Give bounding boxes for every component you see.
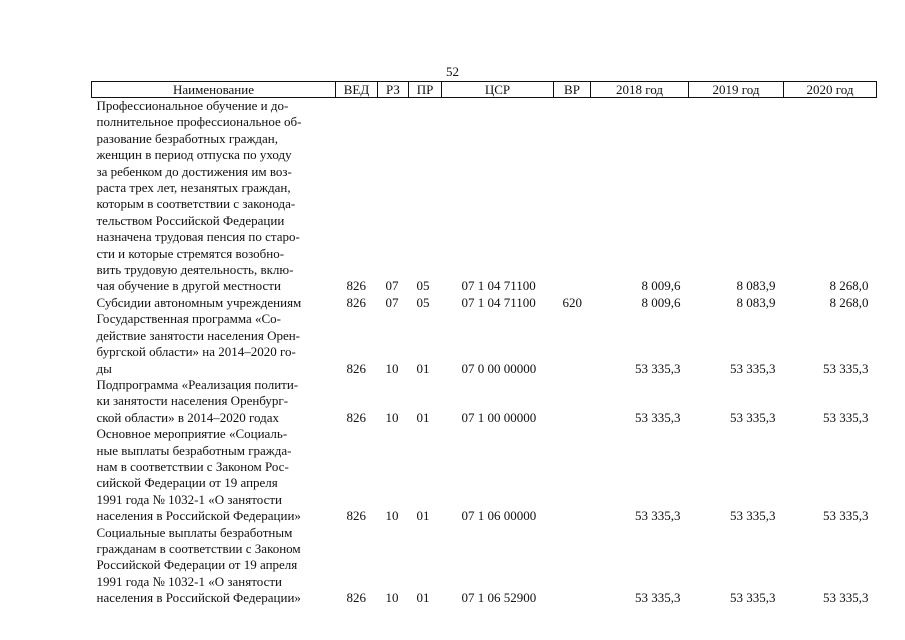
row-name <box>92 295 336 311</box>
cell-y2020: 53 335,3 <box>823 409 869 425</box>
page-number: 52 <box>446 64 459 79</box>
cell-vr <box>554 525 591 607</box>
row-name-line: Российской Федерации от 19 апреля <box>96 557 298 573</box>
cell-pr: 01 <box>416 360 430 376</box>
cell-rz: 10 <box>385 508 399 524</box>
row-name <box>92 426 336 524</box>
row-name-line: раста трех лет, незанятых граждан, <box>96 180 291 196</box>
cell-pr: 01 <box>416 409 430 425</box>
table-row <box>92 295 877 311</box>
cell-y2020: 8 268,0 <box>829 278 869 294</box>
cell-rz: 10 <box>385 409 399 425</box>
cell-y2018: 53 335,3 <box>635 590 681 606</box>
header-2019: 2019 год <box>689 82 784 98</box>
cell-y2019: 8 083,9 <box>736 278 776 294</box>
table-header <box>92 82 877 98</box>
cell-csr: 07 1 06 52900 <box>461 590 537 606</box>
cell-y2020: 53 335,3 <box>823 508 869 524</box>
header-pr: ПР <box>409 82 442 98</box>
table-body <box>92 98 877 607</box>
cell-vr <box>554 311 591 377</box>
cell-y2019: 53 335,3 <box>730 409 776 425</box>
cell-y2018: 53 335,3 <box>635 409 681 425</box>
row-name-line: полнительное профессиональное об- <box>96 114 302 130</box>
cell-csr: 07 1 06 00000 <box>461 508 537 524</box>
cell-ved: 826 <box>346 409 366 425</box>
row-name-line: ки занятости населения Оренбург- <box>96 393 289 409</box>
cell-rz: 07 <box>385 278 399 294</box>
row-name-line: Субсидии автономным учреждениям <box>96 294 302 310</box>
table-row <box>92 311 877 377</box>
table-row <box>92 525 877 607</box>
row-name-line: тельством Российской Федерации <box>96 212 285 228</box>
row-name-line: разование безработных граждан, <box>96 130 279 146</box>
cell-pr: 01 <box>416 590 430 606</box>
cell-csr: 07 1 04 71100 <box>461 294 536 310</box>
cell-y2018: 53 335,3 <box>635 508 681 524</box>
cell-ved: 826 <box>346 590 366 606</box>
cell-rz: 07 <box>385 294 399 310</box>
cell-vr: 620 <box>562 294 582 310</box>
row-name-line: 1991 года № 1032-1 «О занятости <box>96 491 282 507</box>
table-row <box>92 426 877 524</box>
cell-csr: 07 1 00 00000 <box>461 409 537 425</box>
cell-pr: 05 <box>416 278 430 294</box>
row-name-line: ные выплаты безработным гражда- <box>96 442 292 458</box>
cell-ved: 826 <box>346 508 366 524</box>
row-name-line: ды <box>96 360 112 376</box>
row-name-line: женщин в период отпуска по уходу <box>96 147 292 163</box>
row-name-line: которым в соответствии с законода- <box>96 196 296 212</box>
header-name: Наименование <box>92 82 336 98</box>
row-name-line: назначена трудовая пенсия по старо- <box>96 229 300 245</box>
row-name-line: населения в Российской Федерации» <box>96 508 301 524</box>
header-csr: ЦСР <box>442 82 554 98</box>
cell-pr: 05 <box>416 294 430 310</box>
table-row <box>92 377 877 426</box>
row-name-line: нам в соответствии с Законом Рос- <box>96 458 289 474</box>
cell-y2018: 8 009,6 <box>641 294 681 310</box>
cell-y2018: 53 335,3 <box>635 360 681 376</box>
row-name-line: чая обучение в другой местности <box>96 278 281 294</box>
row-name-line: населения в Российской Федерации» <box>96 590 301 606</box>
row-name-line: действие занятости населения Орен- <box>96 327 301 343</box>
cell-y2020: 53 335,3 <box>823 360 869 376</box>
row-name-line: Основное мероприятие «Социаль- <box>96 426 288 442</box>
cell-y2019: 53 335,3 <box>730 590 776 606</box>
cell-pr: 01 <box>416 508 430 524</box>
cell-y2018: 8 009,6 <box>641 278 681 294</box>
cell-y2020: 53 335,3 <box>823 590 869 606</box>
row-name <box>92 98 336 295</box>
row-name <box>92 377 336 426</box>
header-rz: РЗ <box>378 82 409 98</box>
row-name-line: ской области» в 2014–2020 годах <box>96 409 279 425</box>
row-name-line: Профессиональное обучение и до- <box>96 98 289 113</box>
row-name-line: Подпрограмма «Реализация полити- <box>96 376 299 392</box>
header-vr: ВР <box>554 82 591 98</box>
header-2018: 2018 год <box>591 82 689 98</box>
cell-y2019: 53 335,3 <box>730 508 776 524</box>
budget-table <box>91 81 877 607</box>
cell-rz: 10 <box>385 590 399 606</box>
cell-vr <box>554 426 591 524</box>
row-name-line: гражданам в соответствии с Законом <box>96 540 301 556</box>
row-name-line: вить трудовую деятельность, вклю- <box>96 262 294 278</box>
row-name <box>92 311 336 377</box>
header-2020: 2020 год <box>784 82 877 98</box>
cell-rz: 10 <box>385 360 399 376</box>
cell-ved: 826 <box>346 360 366 376</box>
row-name <box>92 525 336 607</box>
cell-vr <box>554 377 591 426</box>
row-name-line: сти и которые стремятся возобно- <box>96 245 285 261</box>
cell-y2019: 53 335,3 <box>730 360 776 376</box>
row-name-line: сийской Федерации от 19 апреля <box>96 475 278 491</box>
cell-ved: 826 <box>346 278 366 294</box>
row-name-line: Социальные выплаты безработным <box>96 524 293 540</box>
row-name-line: 1991 года № 1032-1 «О занятости <box>96 573 282 589</box>
cell-vr <box>554 98 591 295</box>
cell-ved: 826 <box>346 294 366 310</box>
header-ved: ВЕД <box>336 82 378 98</box>
cell-y2019: 8 083,9 <box>736 294 776 310</box>
table-row <box>92 98 877 295</box>
row-name-line: за ребенком до достижения им воз- <box>96 163 292 179</box>
cell-y2020: 8 268,0 <box>829 294 869 310</box>
cell-csr: 07 0 00 00000 <box>461 360 537 376</box>
cell-csr: 07 1 04 71100 <box>461 278 536 294</box>
row-name-line: Государственная программа «Со- <box>96 311 282 327</box>
row-name-line: бургской области» на 2014–2020 го- <box>96 344 296 360</box>
